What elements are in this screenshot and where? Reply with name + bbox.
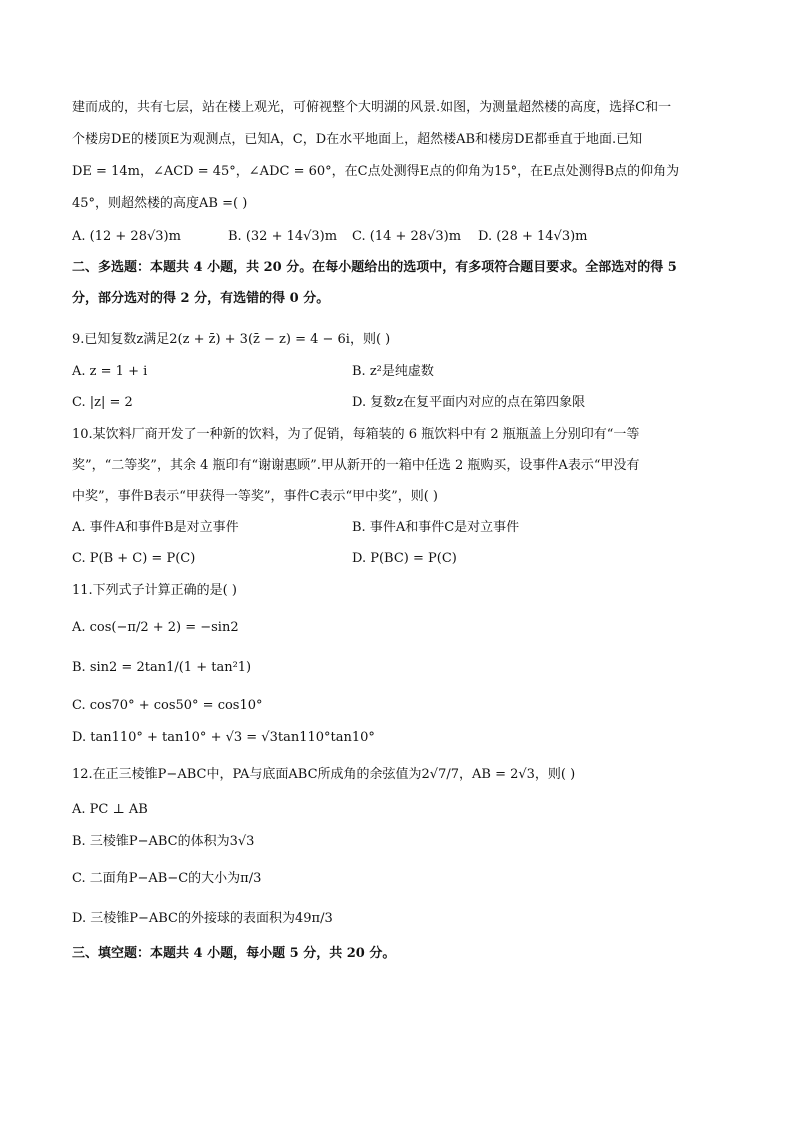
q11-option-b: B. sin2 = 2tan1/(1 + tan²1) [72, 660, 252, 675]
q8-option-a: A. (12 + 28√3)m [72, 229, 181, 244]
section2-header-line-1: 二、多选题：本题共 4 小题，共 20 分。在每小题给出的选项中，有多项符合题目要求。全部选对的得 5 [72, 260, 677, 275]
q9-option-c: C. |z| = 2 [72, 395, 133, 410]
q10-option-a: A. 事件A和事件B是对立事件 [72, 520, 239, 535]
q10-option-b: B. 事件A和事件C是对立事件 [352, 520, 520, 535]
q9-stem: 9.已知复数z满足2(z + z̄) + 3(z̄ − z) = 4 − 6i，则( ) [72, 332, 391, 347]
q12-stem: 12.在正三棱锥P−ABC中，PA与底面ABC所成角的余弦值为2√7/7，AB = 2√3，则( ) [72, 767, 576, 782]
q9-option-b: B. z²是纯虚数 [352, 364, 434, 379]
q10-line-2: 奖”，“二等奖”，其余 4 瓶印有“谢谢惠顾”.甲从新开的一箱中任选 2 瓶购买，设事件A表示“甲没有 [72, 458, 640, 473]
q8-line-1: 建而成的，共有七层，站在楼上观光，可俯视整个大明湖的风景.如图，为测量超然楼的高度，选择C和一 [72, 100, 672, 115]
q8-option-d: D. (28 + 14√3)m [478, 229, 588, 244]
q10-line-1: 10.某饮料厂商开发了一种新的饮料，为了促销，每箱装的 6 瓶饮料中有 2 瓶瓶盖上分别印有“一等 [72, 427, 640, 442]
q12-option-d: D. 三棱锥P−ABC的外接球的表面积为49π/3 [72, 911, 333, 926]
q10-option-d: D. P(BC) = P(C) [352, 551, 457, 566]
q10-option-c: C. P(B + C) = P(C) [72, 551, 196, 566]
q12-option-a: A. PC ⊥ AB [72, 802, 148, 817]
q11-option-a: A. cos(−π/2 + 2) = −sin2 [72, 620, 239, 635]
q8-option-b: B. (32 + 14√3)m [228, 229, 338, 244]
q9-option-a: A. z = 1 + i [72, 364, 148, 379]
q12-option-b: B. 三棱锥P−ABC的体积为3√3 [72, 834, 255, 849]
q8-line-3: DE = 14m，∠ACD = 45°，∠ADC = 60°，在C点处测得E点的仰角为15°，在E点处测得B点的仰角为 [72, 164, 680, 179]
q8-line-2: 个楼房DE的楼顶E为观测点，已知A，C，D在水平地面上，超然楼AB和楼房DE都垂直于地面.已知 [72, 132, 643, 147]
q12-option-c: C. 二面角P−AB−C的大小为π/3 [72, 871, 262, 886]
q11-option-d: D. tan110° + tan10° + √3 = √3tan110°tan10° [72, 730, 375, 745]
q10-line-3: 中奖”，事件B表示“甲获得一等奖”，事件C表示“甲中奖”，则( ) [72, 489, 439, 504]
q11-stem: 11.下列式子计算正确的是( ) [72, 583, 237, 598]
q11-option-c: C. cos70° + cos50° = cos10° [72, 698, 263, 713]
q9-option-d: D. 复数z在复平面内对应的点在第四象限 [352, 395, 586, 410]
q8-option-c: C. (14 + 28√3)m [352, 229, 462, 244]
section3-header: 三、填空题：本题共 4 小题，每小题 5 分，共 20 分。 [72, 946, 396, 961]
section2-header-line-2: 分，部分选对的得 2 分，有选错的得 0 分。 [72, 291, 330, 306]
q8-line-4: 45°，则超然楼的高度AB =( ) [72, 196, 248, 211]
